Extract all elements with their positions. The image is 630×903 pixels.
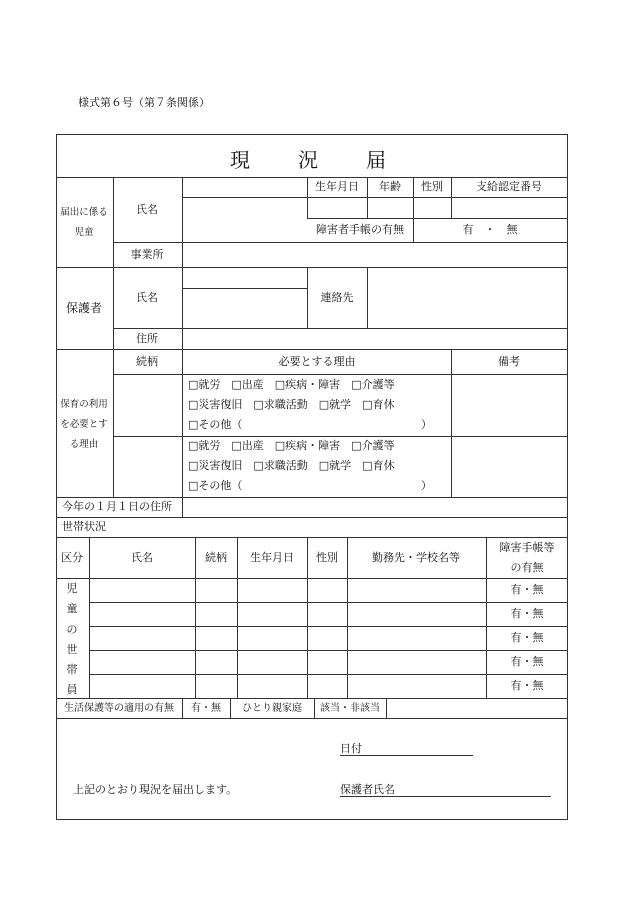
guardian-signature-label: 保護者氏名 bbox=[340, 783, 395, 796]
household-vertical-label: の bbox=[66, 623, 78, 636]
child-name-field[interactable] bbox=[183, 198, 306, 241]
reason-checkboxes-row[interactable]: □就労 □出産 □疾病・障害 □介護等 bbox=[188, 439, 395, 452]
welfare-options[interactable]: 有・無 bbox=[191, 703, 221, 714]
contact-field[interactable] bbox=[368, 268, 567, 327]
member-disability-options[interactable]: 有・無 bbox=[510, 655, 544, 668]
jan1-address-field[interactable] bbox=[183, 498, 567, 516]
household-vertical-label: 帯 bbox=[66, 663, 78, 676]
relation-field[interactable] bbox=[114, 437, 181, 496]
form-title: 現 況 届 bbox=[230, 148, 400, 172]
member-relation-header: 続柄 bbox=[205, 551, 227, 564]
household-vertical-label: 童 bbox=[66, 602, 78, 615]
form-reference: 様式第６号（第７条関係） bbox=[78, 96, 210, 109]
remarks-field[interactable] bbox=[452, 375, 567, 435]
single-parent-options[interactable]: 該当・非該当 bbox=[320, 703, 380, 714]
office-label: 事業所 bbox=[130, 248, 164, 261]
reason-section-label: 保育の利用 bbox=[60, 399, 108, 410]
household-vertical-label: 世 bbox=[66, 643, 78, 656]
relation-field[interactable] bbox=[114, 375, 181, 435]
member-disability-options[interactable]: 有・無 bbox=[510, 631, 544, 644]
date-label: 日付 bbox=[340, 742, 362, 755]
relation-header: 続柄 bbox=[136, 355, 158, 368]
gender-label: 性別 bbox=[421, 180, 443, 193]
jan1-address-label: 今年の１月１日の住所 bbox=[62, 500, 172, 513]
birthdate-label: 生年月日 bbox=[315, 180, 359, 193]
single-parent-label: ひとり親家庭 bbox=[242, 703, 302, 714]
birthdate-field[interactable] bbox=[308, 198, 366, 217]
reason-other-checkbox[interactable]: □その他（ bbox=[188, 479, 243, 492]
child-section-label: 届出に係る bbox=[60, 207, 108, 218]
disability-header: 障害手帳等 bbox=[499, 541, 555, 554]
reason-checkboxes-row[interactable]: □災害復旧 □求職活動 □就学 □育休 bbox=[188, 459, 395, 472]
reason-checkboxes-row[interactable]: □災害復旧 □求職活動 □就学 □育休 bbox=[188, 398, 395, 411]
contact-label: 連絡先 bbox=[320, 291, 354, 304]
disability-header-2: の有無 bbox=[510, 561, 544, 574]
member-birthdate-header: 生年月日 bbox=[250, 551, 294, 564]
child-section-label-2: 児童 bbox=[74, 227, 94, 238]
workplace-school-header: 勤務先・学校名等 bbox=[372, 551, 460, 564]
age-field[interactable] bbox=[368, 198, 412, 217]
reason-other-close: ） bbox=[421, 479, 432, 492]
guardian-section-label: 保護者 bbox=[65, 301, 103, 315]
member-disability-options[interactable]: 有・無 bbox=[510, 607, 544, 620]
age-label: 年齢 bbox=[379, 180, 401, 193]
member-disability-options[interactable]: 有・無 bbox=[510, 583, 544, 596]
disability-booklet-options[interactable]: 有 ・ 無 bbox=[462, 223, 518, 236]
certification-number-field[interactable] bbox=[452, 198, 567, 217]
guardian-signature-field[interactable] bbox=[340, 796, 551, 797]
disability-booklet-label: 障害者手帳の有無 bbox=[316, 223, 404, 236]
member-gender-header: 性別 bbox=[316, 551, 338, 564]
guardian-name-label: 氏名 bbox=[136, 291, 158, 304]
remarks-field[interactable] bbox=[452, 437, 567, 496]
member-name-header: 氏名 bbox=[131, 551, 153, 564]
child-name-label: 氏名 bbox=[136, 203, 158, 216]
reason-header: 必要とする理由 bbox=[278, 355, 356, 368]
household-status-label: 世帯状況 bbox=[62, 520, 106, 533]
guardian-name-field[interactable] bbox=[183, 289, 306, 327]
guardian-address-label: 住所 bbox=[136, 332, 158, 345]
statement-text: 上記のとおり現況を届出します。 bbox=[73, 783, 238, 796]
category-header: 区分 bbox=[61, 551, 83, 564]
gender-field[interactable] bbox=[414, 198, 450, 217]
welfare-label: 生活保護等の適用の有無 bbox=[64, 703, 174, 714]
reason-other-close: ） bbox=[421, 418, 432, 431]
reason-other-checkbox[interactable]: □その他（ bbox=[188, 418, 243, 431]
office-field[interactable] bbox=[183, 243, 567, 266]
certification-number-label: 支給認定番号 bbox=[476, 180, 542, 193]
reason-section-label-2: を必要とす bbox=[60, 419, 108, 430]
household-vertical-label: 児 bbox=[66, 582, 78, 595]
member-disability-options[interactable]: 有・無 bbox=[510, 679, 544, 692]
reason-checkboxes-row[interactable]: □就労 □出産 □疾病・障害 □介護等 bbox=[188, 378, 395, 391]
date-field[interactable] bbox=[340, 755, 473, 756]
guardian-address-field[interactable] bbox=[183, 329, 567, 348]
reason-section-label-3: る理由 bbox=[69, 439, 99, 450]
remarks-header: 備考 bbox=[498, 355, 520, 368]
household-vertical-label: 員 bbox=[66, 683, 78, 696]
